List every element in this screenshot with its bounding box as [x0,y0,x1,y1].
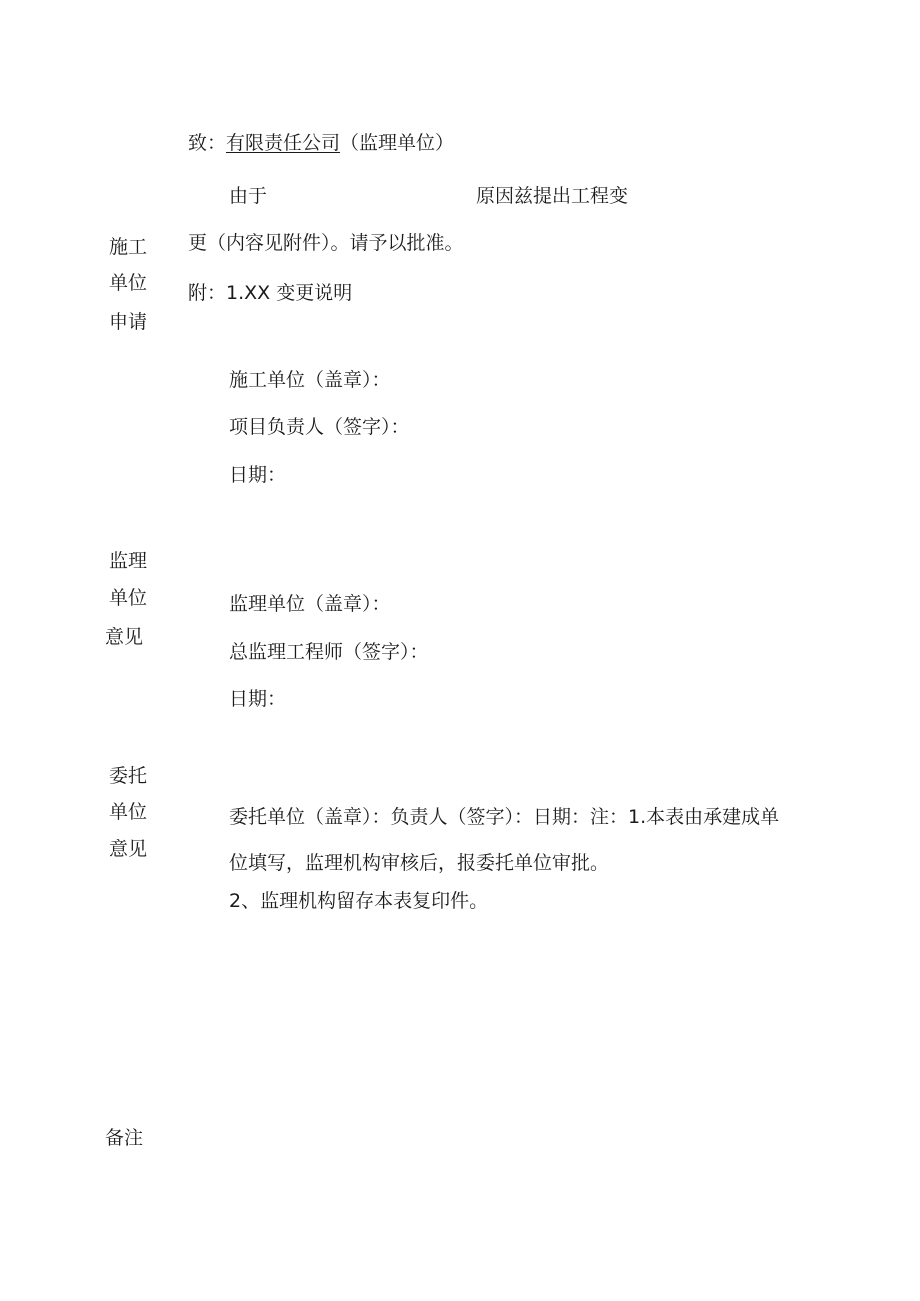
attachment-line: 附：1.XX 变更说明 [188,282,353,304]
remarks-label: 备注 [105,1127,144,1149]
supervisor-date-line: 日期： [229,688,287,710]
applicant-label-3: 申请 [109,311,148,333]
client-label-1: 委托 [109,765,148,787]
supervisor-label-1: 监理 [109,550,148,572]
reason-line2: 更（内容见附件）。请予以批准。 [188,232,464,254]
supervisor-engineer-line: 总监理工程师（签字）： [229,641,429,663]
to-company: 有限责任公司 [226,132,341,154]
reason-prefix: 由于 [229,185,268,207]
client-label-3: 意见 [109,838,148,860]
client-label-2: 单位 [109,801,148,823]
client-line-1: 委托单位（盖章）：负责人（签字）：日期：注：1.本表由承建成单 [229,806,780,828]
client-line-2: 位填写，监理机构审核后，报委托单位审批。 [229,852,610,874]
applicant-seal-line: 施工单位（盖章）： [229,369,391,391]
reason-suffix: 原因兹提出工程变 [476,185,629,207]
to-suffix: （监理单位） [340,132,455,154]
applicant-date-line: 日期： [229,464,287,486]
client-line-3: 2、监理机构留存本表复印件。 [229,890,489,912]
applicant-label-1: 施工 [109,236,148,258]
to-line [188,131,454,155]
applicant-label-2: 单位 [109,272,148,294]
supervisor-seal-line: 监理单位（盖章）： [229,593,391,615]
applicant-manager-line: 项目负责人（签字）： [229,416,410,438]
supervisor-label-3: 意见 [105,626,144,648]
to-prefix: 致： [188,132,227,154]
supervisor-label-2: 单位 [109,587,148,609]
